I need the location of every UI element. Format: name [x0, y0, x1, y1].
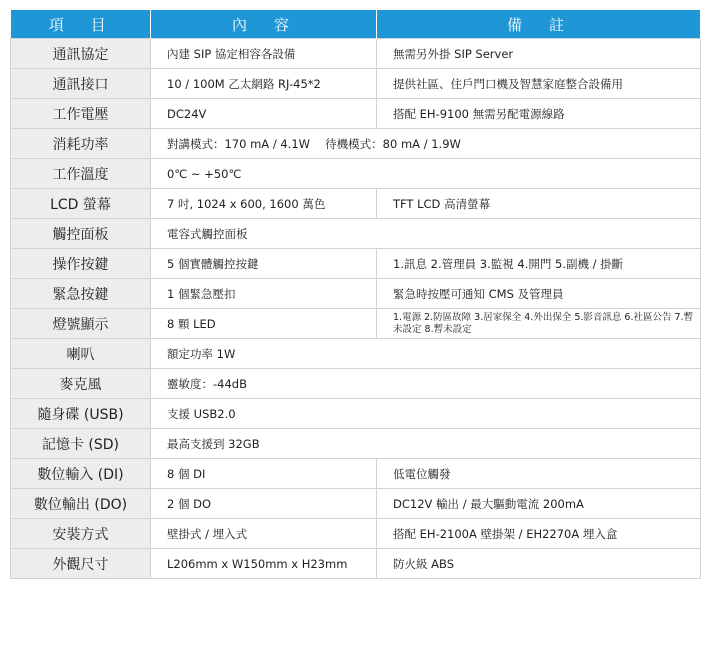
row-item: 工作電壓 [11, 99, 151, 129]
table-row [11, 249, 701, 279]
table-row [11, 429, 701, 459]
row-content: 1 個緊急壓扣 [151, 279, 377, 309]
row-content: L206mm x W150mm x H23mm [151, 549, 377, 579]
row-item: 操作按鍵 [11, 249, 151, 279]
row-content: 7 吋, 1024 x 600, 1600 萬色 [151, 189, 377, 219]
spec-table [10, 10, 701, 579]
row-item: 數位輸出 (DO) [11, 489, 151, 519]
row-content: DC24V [151, 99, 377, 129]
row-content: 內建 SIP 協定相容各設備 [151, 39, 377, 69]
table-row [11, 489, 701, 519]
header-item: 項 目 [11, 10, 151, 39]
row-remark: 搭配 EH-9100 無需另配電源線路 [377, 99, 701, 129]
table-row [11, 399, 701, 429]
row-item: 安裝方式 [11, 519, 151, 549]
table-row [11, 189, 701, 219]
row-content: 最高支援到 32GB [151, 429, 701, 459]
row-item: 緊急按鍵 [11, 279, 151, 309]
row-content: 10 / 100M 乙太網路 RJ-45*2 [151, 69, 377, 99]
row-item: LCD 螢幕 [11, 189, 151, 219]
row-item: 外觀尺寸 [11, 549, 151, 579]
row-content: 5 個實體觸控按鍵 [151, 249, 377, 279]
row-remark: 1.訊息 2.管理員 3.監視 4.開門 5.副機 / 掛斷 [377, 249, 701, 279]
header-remark: 備 註 [377, 10, 701, 39]
row-item: 麥克風 [11, 369, 151, 399]
row-content: 支援 USB2.0 [151, 399, 701, 429]
table-row [11, 459, 701, 489]
table-row [11, 339, 701, 369]
table-row [11, 549, 701, 579]
row-item: 記憶卡 (SD) [11, 429, 151, 459]
table-row [11, 369, 701, 399]
table-row [11, 99, 701, 129]
table-row [11, 519, 701, 549]
table-row [11, 219, 701, 249]
table-row [11, 69, 701, 99]
row-content: 額定功率 1W [151, 339, 701, 369]
header-row [11, 10, 701, 39]
row-content: 電容式觸控面板 [151, 219, 701, 249]
row-item: 喇叭 [11, 339, 151, 369]
row-content: 靈敏度：-44dB [151, 369, 701, 399]
row-remark: 無需另外掛 SIP Server [377, 39, 701, 69]
row-content: 8 顆 LED [151, 309, 377, 339]
row-remark: 防火級 ABS [377, 549, 701, 579]
row-remark: 提供社區、住戶門口機及智慧家庭整合設備用 [377, 69, 701, 99]
row-content: 壁掛式 / 埋入式 [151, 519, 377, 549]
table-row [11, 129, 701, 159]
table-row [11, 309, 701, 339]
table-row [11, 279, 701, 309]
row-content: 0℃ ~ +50℃ [151, 159, 701, 189]
row-remark: 搭配 EH-2100A 壁掛架 / EH2270A 埋入盒 [377, 519, 701, 549]
row-item: 燈號顯示 [11, 309, 151, 339]
row-remark: TFT LCD 高清螢幕 [377, 189, 701, 219]
row-item: 通訊協定 [11, 39, 151, 69]
row-content: 2 個 DO [151, 489, 377, 519]
row-item: 通訊接口 [11, 69, 151, 99]
table-row [11, 159, 701, 189]
row-item: 隨身碟 (USB) [11, 399, 151, 429]
row-item: 觸控面板 [11, 219, 151, 249]
row-item: 消耗功率 [11, 129, 151, 159]
row-content: 對講模式：170 mA / 4.1W 待機模式：80 mA / 1.9W [151, 129, 701, 159]
row-content: 8 個 DI [151, 459, 377, 489]
row-remark: 緊急時按壓可通知 CMS 及管理員 [377, 279, 701, 309]
table-row [11, 39, 701, 69]
spec-body [11, 39, 701, 579]
header-content: 內 容 [151, 10, 377, 39]
row-item: 工作溫度 [11, 159, 151, 189]
row-remark: 1.電源 2.防區故障 3.居家保全 4.外出保全 5.影音訊息 6.社區公告 7.暫未設定 8.暫未設定 [377, 309, 701, 339]
row-item: 數位輸入 (DI) [11, 459, 151, 489]
row-remark: 低電位觸發 [377, 459, 701, 489]
row-remark: DC12V 輸出 / 最大驅動電流 200mA [377, 489, 701, 519]
